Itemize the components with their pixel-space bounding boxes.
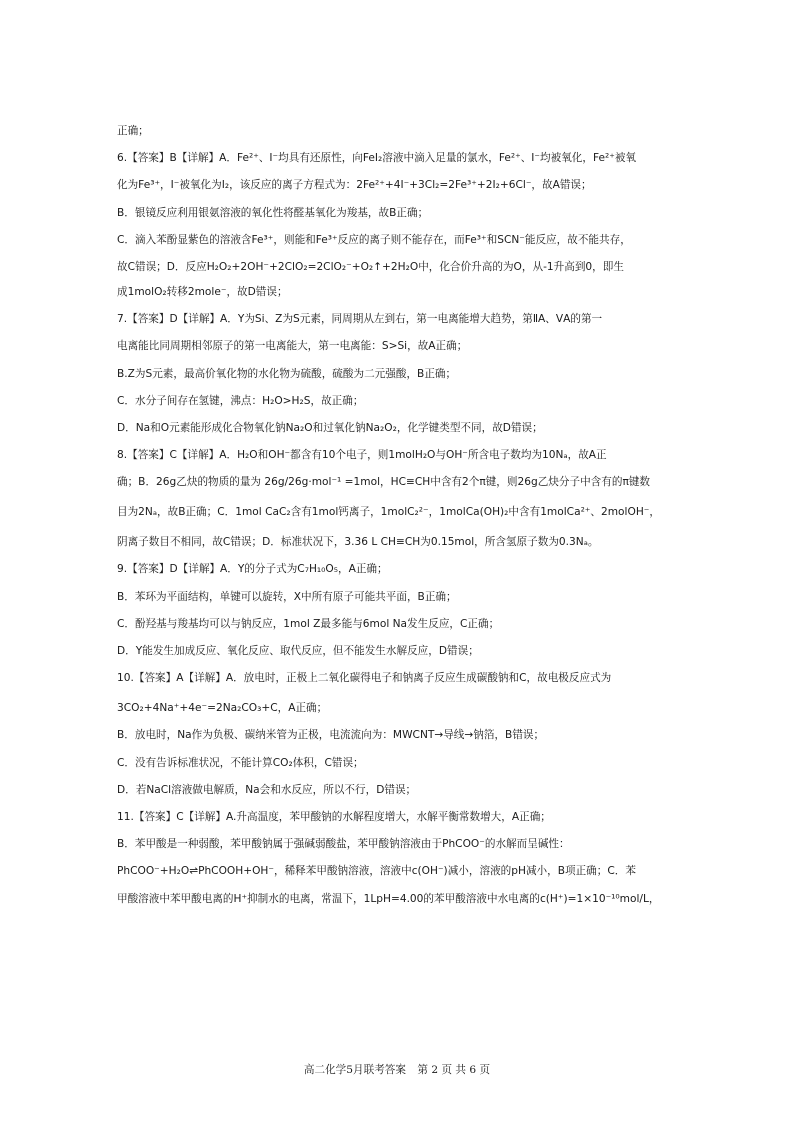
text-line: B.Z为S元素，最高价氧化物的水化物为硫酸，硫酸为二元强酸，B正确； xyxy=(117,367,457,380)
answer-content xyxy=(117,124,677,919)
text-line: 成1molO₂转移2mole⁻，故D错误； xyxy=(117,285,288,298)
text-line: C．酚羟基与羧基均可以与钠反应，1mol Z最多能与6mol Na发生反应，C正确； xyxy=(117,617,500,630)
text-line: 3CO₂+4Na⁺+4e⁻=2Na₂CO₃+C，A正确； xyxy=(117,702,328,715)
text-line: 6.【答案】B【详解】A．Fe²⁺、I⁻均具有还原性，向FeI₂溶液中滴入足量的氯水，Fe²⁺、I⁻均被氧化，Fe²⁺被氧 xyxy=(117,152,637,165)
page-footer xyxy=(0,1062,794,1077)
text-line: 故C错误；D．反应H₂O₂+2OH⁻+2ClO₂=2ClO₂⁻+O₂↑+2H₂O中，化合价升高的为O，从-1升高到0，即生 xyxy=(117,260,624,273)
text-line: C．没有告诉标准状况，不能计算CO₂体积，C错误； xyxy=(117,756,364,769)
text-line: B．放电时，Na作为负极、碳纳米管为正极，电流流向为：MWCNT→导线→钠箔，B错误； xyxy=(117,729,545,742)
text-line: 8.【答案】C【详解】A．H₂O和OH⁻都含有10个电子，则1molH₂O与OH⁻所含电子数均为10Nₐ，故A正 xyxy=(117,449,607,462)
footer-page-number: 第 2 页 共 6 页 xyxy=(417,1064,491,1076)
text-line: 甲酸溶液中苯甲酸电离的H⁺抑制水的电离，常温下，1LpH=4.00的苯甲酸溶液中水电离的c(H⁺)=1×10⁻¹⁰mol/L， xyxy=(117,892,660,905)
text-line: 电离能比同周期相邻原子的第一电离能大，第一电离能：S>Si，故A正确； xyxy=(117,340,468,353)
text-line: D．Na和O元素能形成化合物氧化钠Na₂O和过氧化钠Na₂O₂，化学键类型不同，故D错误； xyxy=(117,421,543,434)
text-line: 化为Fe³⁺，I⁻被氧化为I₂，该反应的离子方程式为：2Fe²⁺+4I⁻+3Cl₂=2Fe³⁺+2I₂+6Cl⁻，故A错误； xyxy=(117,179,592,192)
text-line: D．Y能发生加成反应、氧化反应、取代反应，但不能发生水解反应，D错误； xyxy=(117,645,479,657)
footer-title: 高二化学5月联考答案 xyxy=(303,1064,406,1076)
text-line: 7.【答案】D【详解】A．Y为Si、Z为S元素，同周期从左到右，第一电离能增大趋势，第ⅡA、ⅤA的第一 xyxy=(117,313,603,326)
text-line: D．若NaCl溶液做电解质，Na会和水反应，所以不行，D错误； xyxy=(117,783,417,796)
text-line: 确；B．26g乙炔的物质的量为 26g/26g·mol⁻¹ =1mol，HC≡CH中含有2个π键，则26g乙炔分子中含有的π键数 xyxy=(117,476,651,489)
text-line: C．水分子间存在氢键，沸点：H₂O>H₂S，故正确； xyxy=(117,394,364,407)
text-line: B．苯甲酸是一种弱酸，苯甲酸钠属于强碱弱酸盐，苯甲酸钠溶液由于PhCOO⁻的水解而呈碱性： xyxy=(117,838,570,851)
text-line: B．银镜反应利用银氨溶液的氧化性将醛基氧化为羧基，故B正确； xyxy=(117,206,429,219)
text-line: 正确； xyxy=(117,125,149,137)
text-line: C．滴入苯酚显紫色的溶液含Fe³⁺，则能和Fe³⁺反应的离子则不能存在，而Fe³⁺和SCN⁻能反应，故不能共存， xyxy=(117,233,631,246)
text-line: 9.【答案】D【详解】A．Y的分子式为C₇H₁₀O₅，A正确； xyxy=(117,563,388,576)
text-line: 11.【答案】C【详解】A.升高温度，苯甲酸钠的水解程度增大，水解平衡常数增大，A正确； xyxy=(117,810,551,823)
text-line: B．苯环为平面结构，单键可以旋转，X中所有原子可能共平面，B正确； xyxy=(117,590,457,603)
text-line: 目为2Nₐ，故B正确；C．1mol CaC₂含有1mol钙离子，1molC₂²⁻，1molCa(OH)₂中含有1molCa²⁺、2molOH⁻， xyxy=(117,506,660,519)
text-line: PhCOO⁻+H₂O⇌PhCOOH+OH⁻，稀释苯甲酸钠溶液，溶液中c(OH⁻)减小，溶液的pH减小，B项正确；C．苯 xyxy=(117,865,636,878)
text-line: 10.【答案】A【详解】A．放电时，正极上二氧化碳得电子和钠离子反应生成碳酸钠和C，故电极反应式为 xyxy=(117,672,612,685)
text-line: 阴离子数目不相同，故C错误；D．标准状况下，3.36 L CH≡CH为0.15mol，所含氢原子数为0.3Nₐ。 xyxy=(117,536,599,549)
